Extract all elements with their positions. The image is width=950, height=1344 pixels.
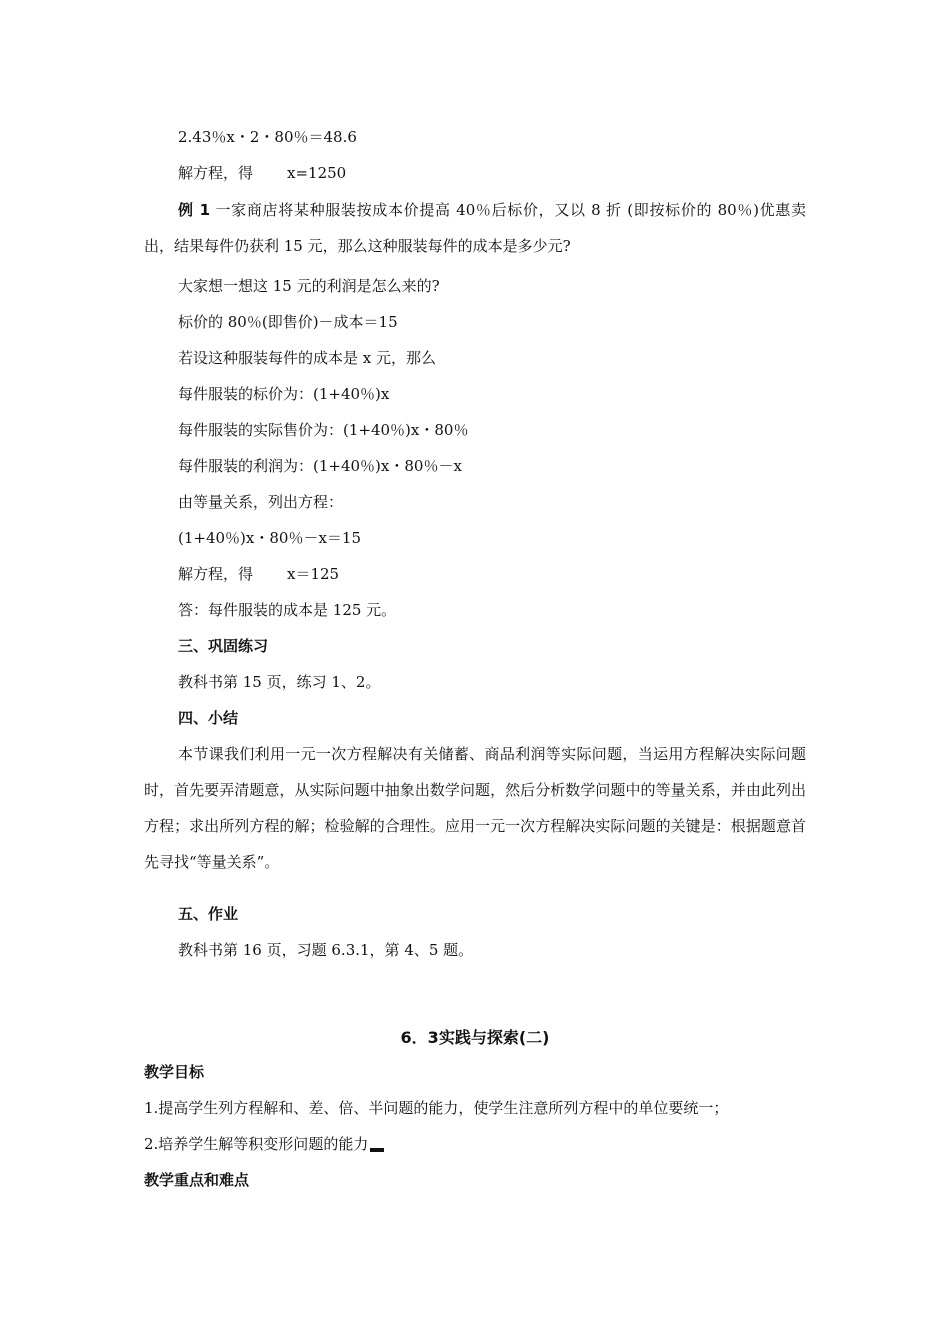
section-heading-practice: 三、巩固练习: [178, 637, 269, 655]
answer-line: 答：每件服装的成本是 125 元。: [178, 601, 397, 619]
section-heading-homework: 五、作业: [178, 905, 239, 923]
goals-heading: 教学目标: [144, 1063, 205, 1081]
homework-line: 教科书第 16 页，习题 6.3.1，第 4、5 题。: [178, 941, 474, 959]
focus-heading: 教学重点和难点: [144, 1171, 250, 1189]
section-title: 6．3实践与探索(二): [400, 1028, 550, 1047]
solve-label: 解方程，得: [178, 164, 254, 182]
equation-line-2: (1+40％)x・80％－x＝15: [178, 529, 361, 547]
example-1-paragraph: [144, 192, 806, 264]
section-heading-summary: 四、小结: [178, 709, 239, 727]
solve-result-2: x＝125: [287, 565, 340, 583]
goal-2: 2.培养学生解等积变形问题的能力: [144, 1135, 369, 1153]
practice-line: 教科书第 15 页，练习 1、2。: [178, 673, 381, 691]
solve-label-2: 解方程，得: [178, 565, 254, 583]
profit-line: 每件服装的利润为：(1+40％)x・80％－x: [178, 457, 462, 475]
summary-paragraph: 本节课我们利用一元一次方程解决有关储蓄、商品利润等实际问题，当运用方程解决实际问题时，首先要弄清题意，从实际问题中抽象出数学问题，然后分析数学问题中的等量关系，并由此列出方程；求出所列方程的解；检验解的合理性。应用一元一次方程解决实际问题的关键是：根据题意首先寻找“等量关系”。: [144, 745, 806, 871]
goal-2-line: [144, 1134, 384, 1154]
assumption-line: 若设这种服装每件的成本是 x 元，那么: [178, 349, 436, 367]
sale-price-line: 每件服装的实际售价为：(1+40％)x・80％: [178, 421, 469, 439]
example-1-label: 例 1: [178, 201, 211, 219]
text-cursor-mark: [370, 1148, 384, 1152]
solve-result: x=1250: [287, 164, 347, 182]
marked-price-line: 每件服装的标价为：(1+40％)x: [178, 385, 390, 403]
example-1-text: 一家商店将某种服装按成本价提高 40％后标价，又以 8 折 (即按标价的 80％)优惠卖出，结果每件仍获利 15 元，那么这种服装每件的成本是多少元?: [144, 201, 806, 255]
relation-line: 标价的 80％(即售价)－成本＝15: [178, 313, 398, 331]
question-line: 大家想一想这 15 元的利润是怎么来的?: [178, 277, 440, 295]
solve-line: [178, 163, 346, 183]
goal-1: 1.提高学生列方程解和、差、倍、半问题的能力，使学生注意所列方程中的单位要统一；: [144, 1099, 729, 1117]
solve-line-2: [178, 564, 339, 584]
equation-intro-line: 由等量关系，列出方程：: [178, 493, 344, 511]
equation-line: 2.43％x・2・80％＝48.6: [178, 128, 357, 146]
